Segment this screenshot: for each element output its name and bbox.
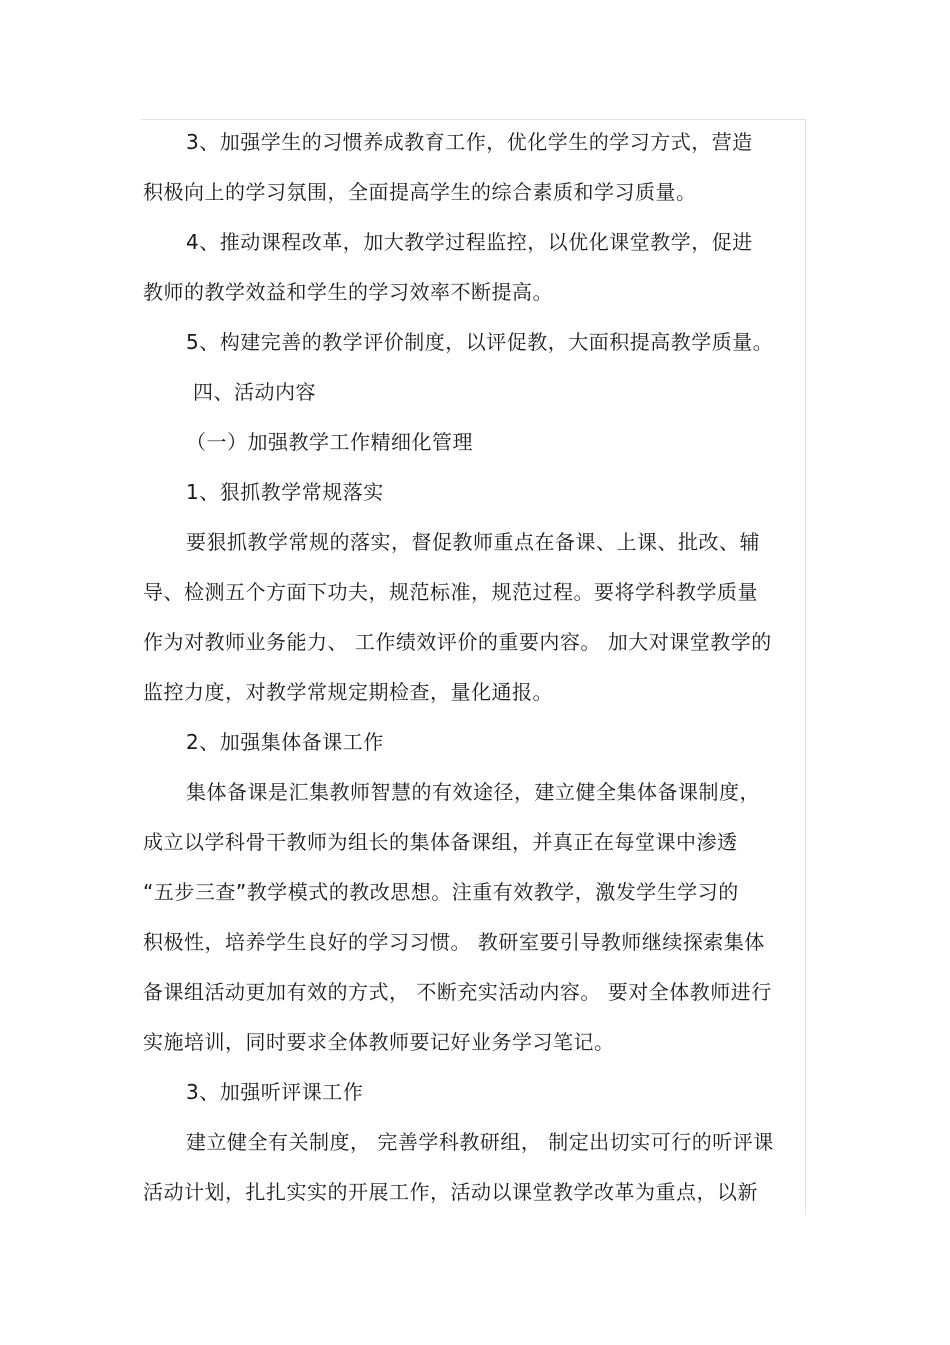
text-line: 5、构建完善的教学评价制度，以评促教，大面积提高教学质量。: [186, 330, 774, 354]
text-line: 活动计划，扎扎实实的开展工作，活动以课堂教学改革为重点，以新: [143, 1180, 758, 1204]
text-line: 作为对教师业务能力、 工作绩效评价的重要内容。 加大对课堂教学的: [143, 630, 772, 654]
text-line: 集体备课是汇集教师智慧的有效途径，建立健全集体备课制度，: [186, 780, 760, 804]
text-line: 建立健全有关制度， 完善学科教研组， 制定出切实可行的听评课: [186, 1130, 774, 1154]
text-line: 导、检测五个方面下功夫，规范标准，规范过程。要将学科教学质量: [143, 580, 758, 604]
text-line: 成立以学科骨干教师为组长的集体备课组，并真正在每堂课中渗透: [143, 830, 738, 854]
text-line: 实施培训，同时要求全体教师要记好业务学习笔记。: [143, 1030, 615, 1054]
text-line: 3、加强学生的习惯养成教育工作，优化学生的学习方式，营造: [186, 130, 753, 154]
text-line: 积极性，培养学生良好的学习习惯。 教研室要引导教师继续探索集体: [143, 930, 765, 954]
text-line: 要狠抓教学常规的落实，督促教师重点在备课、上课、批改、辅: [186, 530, 760, 554]
item-heading: 2、加强集体备课工作: [186, 730, 384, 754]
text-line: 积极向上的学习氛围，全面提高学生的综合素质和学习质量。: [143, 180, 697, 204]
text-line: 教师的教学效益和学生的学习效率不断提高。: [143, 280, 553, 304]
item-heading: 1、狠抓教学常规落实: [186, 480, 384, 504]
text-line: 监控力度，对教学常规定期检查，量化通报。: [143, 680, 553, 704]
text-line: “五步三查”教学模式的教改思想。注重有效教学，激发学生学习的: [143, 880, 739, 904]
text-line: 4、推动课程改革，加大教学过程监控，以优化课堂教学，促进: [186, 230, 753, 254]
text-line: 备课组活动更加有效的方式， 不断充实活动内容。 要对全体教师进行: [143, 980, 772, 1004]
subsection-heading: （一）加强教学工作精细化管理: [186, 430, 473, 454]
item-heading: 3、加强听评课工作: [186, 1080, 364, 1104]
section-heading: 四、活动内容: [193, 380, 316, 404]
